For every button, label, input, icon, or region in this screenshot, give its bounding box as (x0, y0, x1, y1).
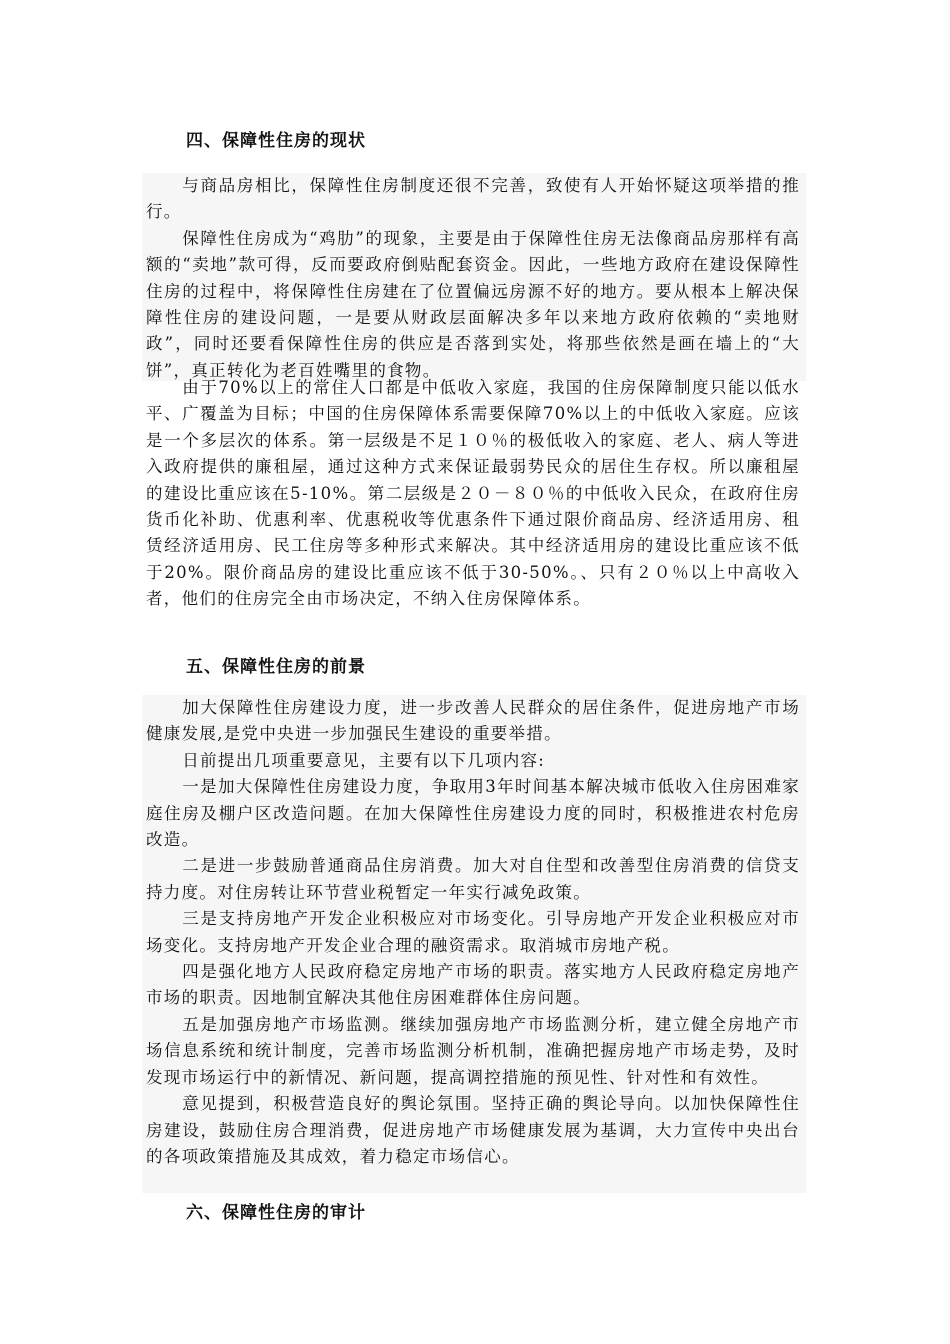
paragraph: 五是加强房地产市场监测。继续加强房地产市场监测分析，建立健全房地产市场信息系统和统计制度，完善市场监测分析机制，准确把握房地产市场走势，及时发现市场运行中的新情况、新问题，提高调控措施的预见性、针对性和有效性。 (146, 1014, 800, 1087)
section-5-heading: 五、保障性住房的前景 (186, 657, 366, 677)
paragraph: 保障性住房成为“鸡肋”的现象，主要是由于保障性住房无法像商品房那样有高额的“卖地”款可得，反而要政府倒贴配套资金。因此，一些地方政府在建设保障性住房的过程中，将保障性住房建在了位置偏远房源不好的地方。要从根本上解决保障性住房的建设问题，一是要从财政层面解决多年以来地方政府依赖的“卖地财政”，同时还要看保障性住房的供应是否落到实处，将那些依然是画在墙上的“大饼”，真正转化为老百姓嘴里的食物。 (146, 228, 800, 380)
section-5-body (142, 695, 806, 1193)
section-4-body (142, 173, 806, 381)
paragraph: 与商品房相比，保障性住房制度还很不完善，致使有人开始怀疑这项举措的推行。 (146, 176, 800, 222)
paragraph: 加大保障性住房建设力度，进一步改善人民群众的居住条件，促进房地产市场健康发展,是党中央进一步加强民生建设的重要举措。 (146, 698, 800, 744)
paragraph: 日前提出几项重要意见，主要有以下几项内容: (182, 750, 546, 770)
paragraph: 四是强化地方人民政府稳定房地产市场的职责。落实地方人民政府稳定房地产市场的职责。因地制宜解决其他住房困难群体住房问题。 (146, 962, 800, 1008)
section-6-heading: 六、保障性住房的审计 (186, 1203, 366, 1223)
paragraph: 由于70%以上的常住人口都是中低收入家庭，我国的住房保障制度只能以低水平、广覆盖为目标；中国的住房保障体系需要保障70%以上的中低收入家庭。应该是一个多层次的体系。第一层级是不足１０％的极低收入的家庭、老人、病人等进入政府提供的廉租屋，通过这种方式来保证最弱势民众的居住生存权。所以廉租屋的建设比重应该在5-10%。第二层级是２０－８０％的中低收入民众，在政府住房货币化补助、优惠利率、优惠税收等优惠条件下通过限价商品房、经济适用房、租赁经济适用房、民工住房等多种形式来解决。其中经济适用房的建设比重应该不低于20%。限价商品房的建设比重应该不低于30-50%。、只有２０％以上中高收入者，他们的住房完全由市场决定，不纳入住房保障体系。 (146, 378, 800, 609)
paragraph: 三是支持房地产开发企业积极应对市场变化。引导房地产开发企业积极应对市场变化。支持房地产开发企业合理的融资需求。取消城市房地产税。 (146, 909, 800, 955)
paragraph: 意见提到，积极营造良好的舆论氛围。坚持正确的舆论导向。以加快保障性住房建设，鼓励住房合理消费，促进房地产市场健康发展为基调，大力宣传中央出台的各项政策措施及其成效，着力稳定市场信心。 (146, 1094, 800, 1166)
section-4-heading: 四、保障性住房的现状 (186, 131, 366, 151)
paragraph: 一是加大保障性住房建设力度，争取用3年时间基本解决城市低收入住房困难家庭住房及棚户区改造问题。在加大保障性住房建设力度的同时，积极推进农村危房改造。 (146, 777, 800, 850)
paragraph: 二是进一步鼓励普通商品住房消费。加大对自住型和改善型住房消费的信贷支持力度。对住房转让环节营业税暂定一年实行减免政策。 (146, 856, 800, 902)
section-4-body-cont (142, 375, 806, 613)
